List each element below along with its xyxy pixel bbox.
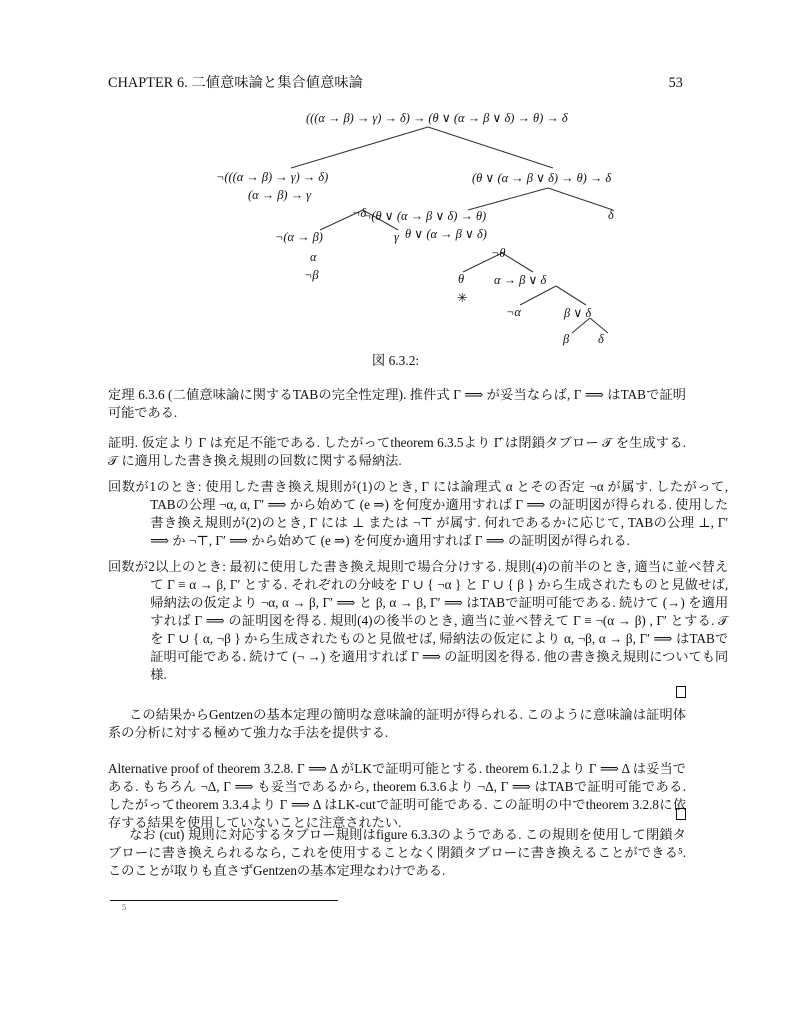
tree-node-right-2a: ¬(θ ∨ (α → β ∨ δ) → θ) <box>363 209 487 223</box>
tree-node-left-1: ¬(((α → β) → γ) → δ) <box>216 170 329 184</box>
running-head <box>108 72 683 92</box>
tableau-figure <box>108 100 683 370</box>
tree-node-right-5a: θ <box>458 272 465 286</box>
tree-node-right-3: θ ∨ (α → β ∨ δ) <box>405 227 487 241</box>
tree-node-right-4: ¬θ <box>491 246 506 260</box>
tree-node-left-5: α <box>310 250 317 264</box>
qed-box-alternative <box>108 806 686 824</box>
tree-node-right-1: (θ ∨ (α → β ∨ δ) → θ) → δ <box>472 171 612 185</box>
tree-node-right-2b: δ <box>608 208 614 222</box>
tree-node-left-3: ¬δ <box>352 206 367 220</box>
after-proof-paragraph: この結果からGentzenの基本定理の簡明な意味論的証明が得られる. このように意味論は証明体系の分析に対する極めて強力な手法を提供する. <box>108 707 686 740</box>
case-one-paragraph: 回数が1のとき: 使用した書き換え規則が(1)のとき, Γ には論理式 α とその否定 ¬α が属す. したがって, TABの公理 ¬α, α, Γ′ ⟹ から始めて (e ⇒) を何度か適用すれば Γ ⟹ の証明図が得られる. 使用した書き換え規則が(2)のとき, Γ には ⊥ または ¬⊤ が属す. 何れであるかに応じて, TABの公理 ⊥, Γ′ ⟹ か ¬⊤, Γ′ ⟹ から始めて (e ⇒) を何度か適用すれば Γ ⟹ の証明図が得られる. <box>108 479 729 548</box>
case-two-paragraph: 回数が2以上のとき: 最初に使用した書き換え規則で場合分けする. 規則(4)の前半のとき, 適当に並べ替えて Γ ≡ α → β, Γ′ とする. それぞれの分岐を Γ ∪ { ¬α } と Γ ∪ { β } から生成されたものと見做せば, 帰納法の仮定より ¬α, α → β, Γ′ ⟹ と β, α → β, Γ′ ⟹ はTABで証明可能である. 続けて (→) を適用すれば Γ ⟹ の証明図を得る. 規則(4)の後半のとき, 適当に並べ替えて Γ ≡ ¬(α → β) , Γ′ とする. 𝒯 を Γ ∪ { α, ¬β } から生成されたものと見做せば, 帰納法の仮定により α, ¬β, α → β, Γ′ ⟹ はTABで証明可能である. 続けて (¬ →) を適用すれば Γ ⟹ の証明図を得る. 他の書き換え規則についても同様. <box>108 559 729 682</box>
chapter-title: CHAPTER 6. 二値意味論と集合値意味論 <box>108 75 363 91</box>
footnote-rule <box>110 900 338 901</box>
tree-node-right-7a: β <box>563 332 570 346</box>
page-number: 53 <box>668 75 683 91</box>
closing-paragraph: なお (cut) 規則に対応するタブロー規則はfigure 6.3.3のようである. この規則を使用して閉鎖タブローに書き換えられるなら, これを使用することなく閉鎖タブローに書き換えることができる⁵. このことが取りも直さずGentzenの基本定理なわけである. <box>108 827 686 878</box>
footnote-marker: 5 <box>122 903 127 912</box>
qed-box-proof <box>108 684 686 702</box>
tree-node-right-6b: β ∨ δ <box>564 306 592 320</box>
tree-node-left-4b: γ <box>394 230 399 244</box>
tree-node-root: (((α → β) → γ) → δ) → (θ ∨ (α → β ∨ δ) → θ) → δ <box>306 111 568 125</box>
tree-node-left-4a: ¬(α → β) <box>275 230 323 244</box>
closed-branch-star: ✳ <box>457 291 468 305</box>
figure-caption: 図 6.3.2: <box>371 353 420 368</box>
tree-node-right-6a: ¬α <box>506 305 521 319</box>
tree-node-right-5b: α → β ∨ δ <box>494 273 547 287</box>
alternative-proof-paragraph: Alternative proof of theorem 3.2.8. Γ ⟹ Δ がLKで証明可能とする. theorem 6.1.2より Γ ⟹ Δ は妥当である. もちろん ¬Δ, Γ ⟹ も妥当であるから, theorem 6.3.6より ¬Δ, Γ ⟹ はTABで証明可能である. したがってtheorem 3.3.4より Γ ⟹ Δ はLK-cutで証明可能である. この証明の中でtheorem 3.2.8に依存する結果を使用していないことに注意されたい. <box>108 761 686 830</box>
theorem-6-3-6: 定理 6.3.6 (二値意味論に関するTABの完全性定理). 推件式 Γ ⟹ が妥当ならば, Γ ⟹ はTABで証明可能である. <box>108 387 686 420</box>
tree-node-left-6: ¬β <box>304 268 319 282</box>
proof-paragraph: 証明. 仮定より Γ は充足不能である. したがってtheorem 6.3.5より Γ̂ は閉鎖タブロー 𝒯 を生成する. 𝒯 に適用した書き換え規則の回数に関する帰納法. <box>108 435 686 468</box>
tree-node-right-7b: δ <box>598 332 604 346</box>
tree-node-left-2: (α → β) → γ <box>248 188 311 202</box>
